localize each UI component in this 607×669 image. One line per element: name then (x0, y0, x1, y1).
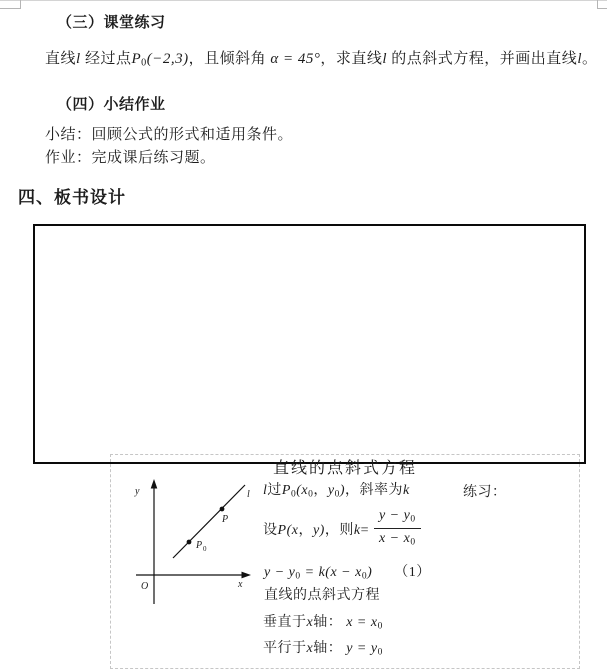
point-p0-label: P (196, 540, 203, 551)
board-design-box (33, 224, 586, 658)
line-l-label: l (247, 489, 250, 500)
board-line-point-slope-setup: l过P0(x0，y0)，斜率为k (263, 483, 410, 500)
heading-summary-homework: （四）小结作业 (57, 96, 166, 113)
board-dashed-frame (110, 454, 580, 669)
coordinate-graph (126, 477, 261, 612)
x-axis-arrow-icon (242, 572, 252, 579)
heading-board-design: 四、板书设计 (18, 188, 126, 207)
table-corner-left (20, 0, 21, 8)
fraction-numerator: y − y0 (374, 508, 421, 529)
board-line-horizontal-case: 平行于x轴： y = y0 (263, 641, 383, 658)
exercise-paragraph: 直线l 经过点P0(−2,3)，且倾斜角 α = 45°，求直线l 的点斜式方程，并画出直线l。 (45, 51, 598, 69)
board-line-equation: y − y0 = k(x − x0) （1） (264, 565, 431, 582)
table-corner-right-edge (597, 8, 607, 9)
y-axis-arrow-icon (151, 479, 158, 489)
slope-definition-prefix: 设P(x，y)，则k= (263, 523, 369, 538)
board-line-vertical-case: 垂直于x轴： x = x0 (263, 615, 383, 632)
summary-line: 小结：回顾公式的形式和适用条件。 (45, 127, 294, 143)
line-l (173, 485, 245, 558)
board-title: 直线的点斜式方程 (272, 460, 417, 477)
practice-label: 练习： (463, 485, 507, 500)
x-axis-label: x (238, 579, 243, 590)
point-p (220, 507, 225, 512)
table-corner-left-edge (0, 8, 21, 9)
point-p-label: P (222, 514, 229, 525)
origin-label: O (141, 581, 149, 592)
slope-fraction (374, 508, 421, 551)
point-p0 (187, 540, 192, 545)
table-corner-right (597, 0, 598, 8)
board-line-equation-name: 直线的点斜式方程 (264, 588, 380, 603)
point-p0-label-subscript: 0 (203, 545, 207, 553)
homework-line: 作业：完成课后练习题。 (45, 150, 216, 166)
table-border-top (0, 0, 607, 1)
heading-classroom-exercise: （三）课堂练习 (57, 14, 166, 31)
board-line-slope-definition (263, 507, 421, 548)
y-axis-label: y (135, 486, 140, 497)
fraction-denominator: x − x0 (378, 531, 416, 548)
